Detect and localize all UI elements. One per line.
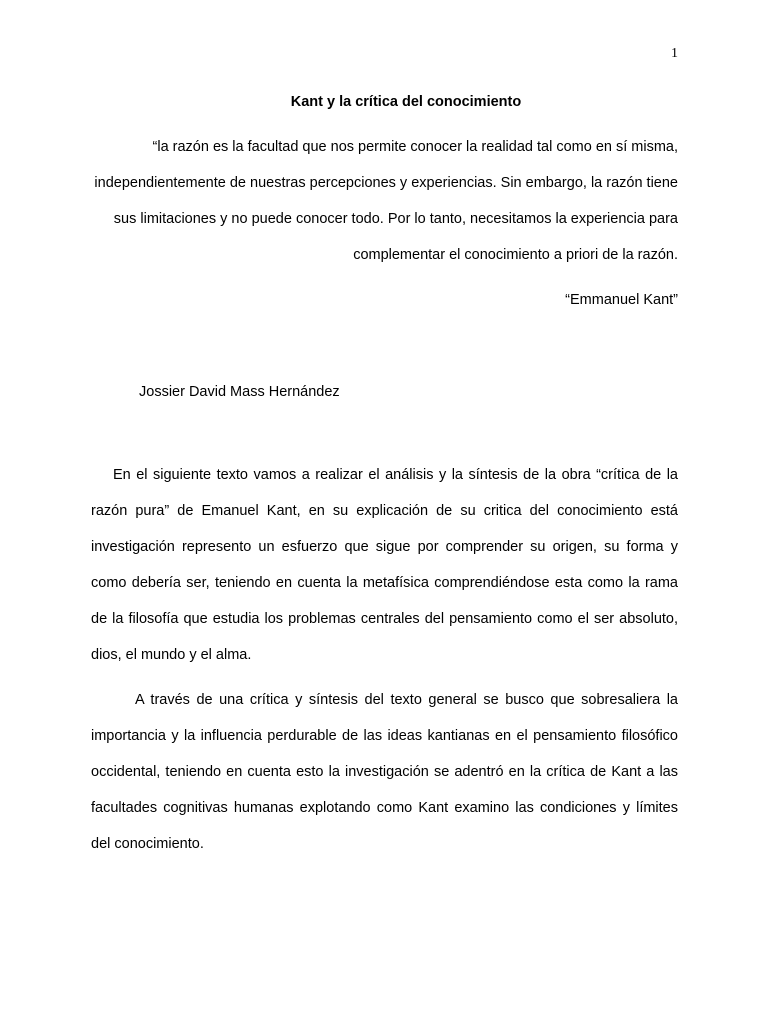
author-name: Jossier David Mass Hernández	[139, 384, 340, 400]
page-number: 1	[671, 46, 678, 61]
epigraph-attribution: “Emmanuel Kant”	[565, 292, 678, 308]
document-title: Kant y la crítica del conocimiento	[290, 94, 522, 110]
epigraph-quote: “la razón es la facultad que nos permite conocer la realidad tal como en sí misma, independientemente de nuestras percepciones y experiencias. Sin embargo, la razón tiene sus limitaciones y no puede conocer todo. Por lo tanto, necesitamos la experiencia para complementar el conocimiento a priori de la razón.	[94, 139, 678, 263]
body-paragraph-1: En el siguiente texto vamos a realizar el análisis y la síntesis de la obra “crítica de la razón pura” de Emanuel Kant, en su explicación de su critica del conocimiento está investigación represento un esfuerzo que sigue por comprender su origen, su forma y como debería ser, teniendo en cuenta la metafísica comprendiéndose esta como la rama de la filosofía que estudia los problemas centrales del pensamiento como el ser absoluto, dios, el mundo y el alma.	[91, 467, 678, 663]
body-paragraph-2: A través de una crítica y síntesis del texto general se busco que sobresaliera la importancia y la influencia perdurable de las ideas kantianas en el pensamiento filosófico occidental, teniendo en cuenta esto la investigación se adentró en la crítica de Kant a las facultades cognitivas humanas explotando como Kant examino las condiciones y límites del conocimiento.	[91, 692, 678, 852]
